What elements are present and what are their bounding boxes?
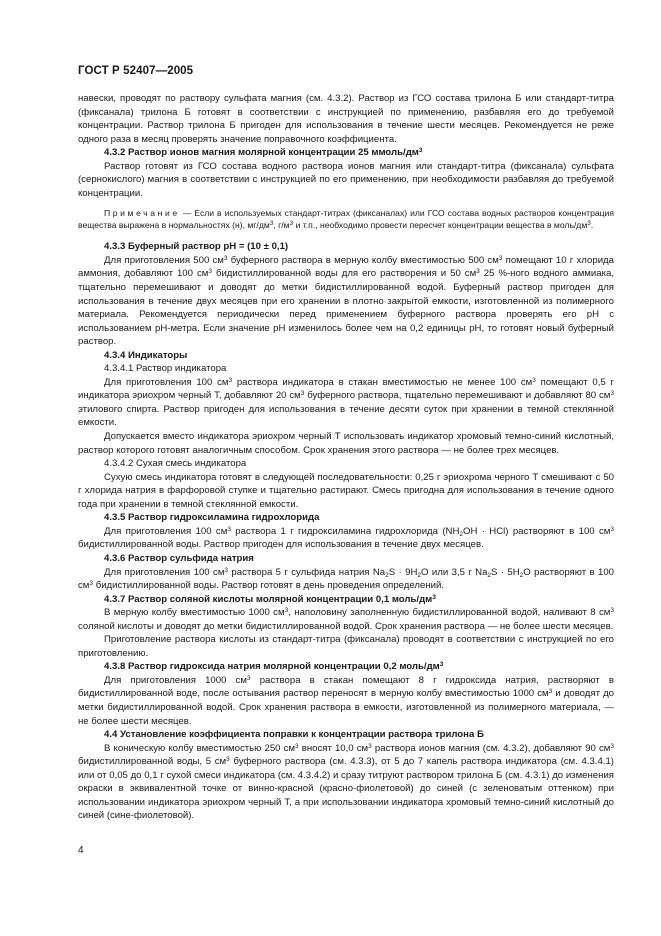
page-number: 4 [78,845,84,856]
paragraph: Для приготовления 100 $см^3$ раствора 1 г гидроксиламина гидрохлорида $(NH_2OH \cdot HCl)$ растворяют в 100 $см^3$ бидистиллированной воды. Раствор пригоден для использования в течение двух месяцев. [78,525,614,551]
section-heading-4-3-8: 4.3.8 Раствор гидроксида натрия молярной концентрации 0,2 моль/$дм^3$ [104,661,444,673]
page-header-standard-number: ГОСТ Р 52407—2005 [78,65,194,77]
section-heading-4-3-6: 4.3.6 Раствор сульфида натрия [104,552,254,564]
section-heading-4-3-5: 4.3.5 Раствор гидроксиламина гидрохлорида [104,512,320,524]
subsection-heading-4-3-4-2: 4.3.4.2 Сухая смесь индикатора [104,458,247,470]
paragraph: Сухую смесь индикатора готовят в следующей последовательности: 0,25 г эриохрома черного Т смешивают с 50 г хлорида натрия в фарфоровой ступке и тщательно растирают. Смесь пригодна для использования в течение одного года при хранении в темной стеклянной емкости. [78,471,614,510]
paragraph: Для приготовления 500 $см^3$ буферного раствора в мерную колбу вместимостью 500 $см^3$ помещают 10 г хлорида аммония, добавляют 100 $см^3$ бидистиллированной воды для его растворения и 50 $см^3$ 25 %-ного водного аммиака, тщательно перемешивают и доводят до метки бидистиллированной водой. Буферный раствор пригоден для использования в течение двух месяцев при его хранении в плотно закрытой емкости, изготовленной из полимерного материала. Рекомендуется периодически перед применением буферного раствора проверять его pH с использованием pH-метра. Если значение pH изменилось более чем на 0,2 единицы pH, то готовят новый буферный раствор. [78,254,615,348]
paragraph: Для приготовления 100 $см^3$ раствора индикатора в стакан вместимостью не менее 100 $см^3$ помещают 0,5 г индикатора эриохром черный Т, добавляют 20 $см^3$ буферного раствора, тщательно перемешивают и добавляют 80 $см^3$ этилового спирта. Раствор пригоден для использования в течение десяти суток при хранении в темной стеклянной емкости. [78,376,614,429]
paragraph: навески, проводят по раствору сульфата магния (см. 4.3.2). Раствор из ГСО состава трилона Б или стандарт-титра (фиксанала) трилона Б готовят в соответствии с инструкцией по применению, разбавляя его до требуемой концентрации. Раствор трилона Б пригоден для использования в течение шести месяцев. Рекомендуется не реже одного раза в месяц проверять значение поправочного коэффициента. [78,93,614,145]
paragraph: Допускается вместо индикатора эриохром черный Т использовать индикатор хромовый темно-синий кислотный, раствор которого готовят аналогичным способом. Срок хранения этого раствора — не более трех месяцев. [78,431,614,456]
document-body [78,92,614,823]
paragraph: В коническую колбу вместимостью 250 $см^3$ вносят 10,0 $см^3$ раствора ионов магния (см. 4.3.2), добавляют 90 $см^3$ бидистиллированной воды, 5 $см^3$ буферного раствора (см. 4.3.3), от 5 до 7 капель раствора индикатора (см. 4.3.4.1) или от 0,05 до 0,1 г сухой смеси индикатора (см. 4.3.4.2) и сразу титруют раствором трилона Б (см. 4.3.1) до изменения окраски в эквивалентной точке от винно-красной (красно-фиолетовой) до синей (с зеленоватым оттенком) при использовании индикатора эриохром черный Т, а при использовании индикатора хромовый темно-синий кислотный до синей (сине-фиолетовой). [78,742,614,822]
section-heading-4-3-4: 4.3.4 Индикаторы [104,349,188,361]
note-label: Примечание [104,208,180,219]
paragraph: В мерную колбу вместимостью 1000 $см^3$, наполовину заполненную бидистиллированной водой, наливают 8 $см^3$ соляной кислоты и доводят до метки бидистиллированной водой. Срок хранения раствора — не более шести месяцев. [78,607,614,632]
paragraph: Для приготовления 1000 $см^3$ раствора в стакан помещают 8 г гидроксида натрия, растворяют в бидистиллированной воде, после остывания раствор переносят в мерную колбу вместимостью 1000 $см^3$ и доводят до метки бидистиллированной водой. Срок хранения раствора в емкости, изготовленной из полимерного материала, — не более шести месяцев. [78,674,615,727]
paragraph: Раствор готовят из ГСО состава водного раствора ионов магния или стандарт-титра (фиксанала) сульфата (сернокислого) магния в соответствии с инструкцией по его применению, при необходимости разбавляя до требуемой концентрации. [78,160,614,199]
paragraph: Приготовление раствора кислоты из стандарт-титра (фиксанала) проводят в соответствии с инструкцией по его приготовлению. [78,634,614,659]
note: Примечание — Если в используемых стандарт-титрах (фиксаналах) или ГСО состава водных растворов концентрация вещества выражена в нормальностях (н), $мг/дм^3$, $г/м^3$ и т.п., необходимо провести пересчет концентрации вещества в моль/$дм^3$. [78,208,614,231]
subsection-heading-4-3-4-1: 4.3.4.1 Раствор индикатора [104,363,227,375]
paragraph: Для приготовления 100 $см^3$ раствора 5 г сульфида натрия $Na_2S \cdot 9H_2O$ или 3,5 г $Na_2S \cdot 5H_2O$ растворяют в 100 $см^3$ бидистиллированной воды. Раствор готовят в день проведения определений. [78,566,614,592]
section-heading-4-3-7: 4.3.7 Раствор соляной кислоты молярной концентрации 0,1 моль/$дм^3$ [104,593,436,605]
section-heading-4-3-2: 4.3.2 Раствор ионов магния молярной концентрации 25 ммоль/$дм^3$ [104,147,423,159]
section-heading-4-3-3: 4.3.3 Буферный раствор pH = (10 ± 0,1) [104,241,289,253]
section-heading-4-4: 4.4 Установление коэффициента поправки к концентрации раствора трилона Б [104,729,484,741]
